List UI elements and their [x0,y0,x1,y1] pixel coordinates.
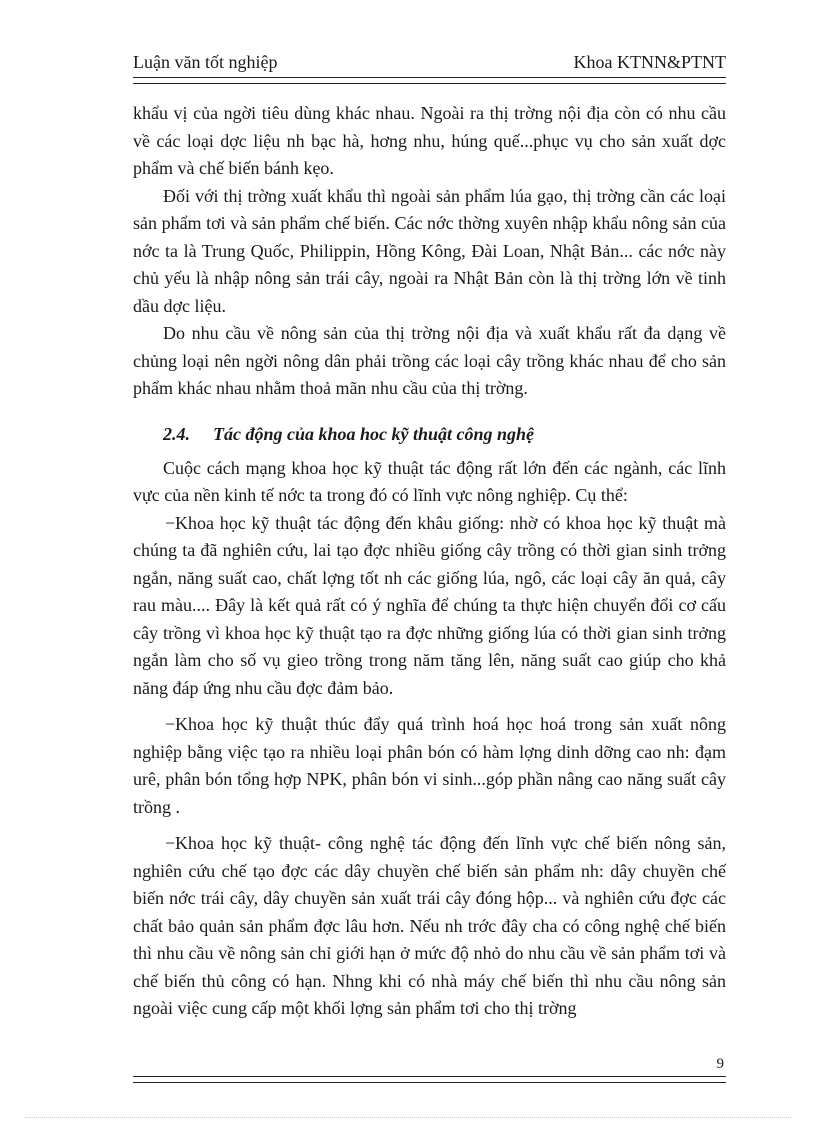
dash-marker: − [165,833,176,853]
bullet-item [133,830,726,1023]
header-thesis-label: Luận văn tốt nghiệp [133,52,278,72]
section-title: Tác động của khoa hoc kỹ thuật công nghệ [213,423,535,444]
dash-marker: − [165,512,176,533]
page-body [133,100,726,1023]
bullet-text: Khoa học kỹ thuật- công nghệ tác động đến lĩnh vực chế biến nông sản, nghiên cứu chế tạo đợc các dây chuyền chế biến sản phẩm nh: dây chuyền chế biến nớc trái cây, dây chuyền sản xuất trái cây đóng hộp... và nghiên cứu đợc các chất bảo quản sản phẩm đợc lâu hơn. Nếu nh trớc đây cha có công nghệ chế biến thì nhu cầu về nông sản chỉ giới hạn ở mức độ nhỏ do nhu cầu về sản phẩm tơi và chế biến thủ công có hạn. Nhng khi có nhà máy chế biến thì nhu cầu nông sản ngoài việc cung cấp một khối lợng sản phẩm tơi cho thị trờng [133,833,726,1018]
body-paragraph: Do nhu cầu về nông sản của thị trờng nội địa và xuất khẩu rất đa dạng về chủng loại nên ngời nông dân phải trồng các loại cây trồng khác nhau để cho sản phẩm khác nhau nhằm thoả mãn nhu cầu của thị trờng. [133,323,726,398]
intro-paragraph: Cuộc cách mạng khoa học kỹ thuật tác động rất lớn đến các ngành, các lĩnh vực của nền kinh tế nớc ta trong đó có lĩnh vực nông nghiệp. Cụ thể: [133,457,726,505]
body-paragraph: khẩu vị của ngời tiêu dùng khác nhau. Ngoài ra thị trờng nội địa còn có nhu cầu về các loại dợc liệu nh bạc hà, hơng nhu, húng quế...phục vụ cho sản xuất dợc phẩm và chế biến bánh kẹo. [133,103,726,178]
page-header [133,50,726,78]
dash-marker: − [165,714,176,734]
page-number: 9 [716,1056,724,1072]
bullet-item [133,711,726,821]
bullet-text: Khoa học kỹ thuật thúc đẩy quá trình hoá học hoá trong sản xuất nông nghiệp bằng việc tạo ra nhiều loại phân bón có hàm lợng dinh dỡng cao nh: đạm urê, phân bón tổng hợp NPK, phân bón vi sinh...góp phần nâng cao năng suất cây trồng . [133,714,726,817]
section-heading [133,421,726,447]
bullet-item [133,510,726,703]
header-faculty-label: Khoa KTNN&PTNT [573,52,726,72]
page-edge-dotted-line [25,1117,791,1118]
header-divider [133,77,726,84]
footer-divider [133,1076,726,1083]
section-number: 2.4. [163,423,190,444]
body-paragraph: Đối với thị trờng xuất khẩu thì ngoài sản phẩm lúa gạo, thị trờng cần các loại sản phẩm tơi và sản phẩm chế biến. Các nớc thờng xuyên nhập khẩu nông sản của nớc ta là Trung Quốc, Philippin, Hồng Kông, Đài Loan, Nhật Bản... các nớc này chủ yếu là nhập nông sản trái cây, ngoài ra Nhật Bản còn là thị trờng lớn về tinh dầu dợc liệu. [133,185,726,316]
bullet-text: Khoa học kỹ thuật tác động đến khâu giống: nhờ có khoa học kỹ thuật mà chúng ta đã nghiên cứu, lai tạo đợc nhiều giống cây trồng có thời gian sinh trởng ngắn, năng suất cao, chất lợng tốt nh các giống lúa, ngô, các loại cây ăn quả, cây rau màu.... Đây là kết quả rất có ý nghĩa để chúng ta thực hiện chuyển đổi cơ cấu cây trồng vì khoa học kỹ thuật tạo ra đợc những giống lúa có thời gian sinh trởng ngắn làm cho số vụ gieo trồng trong năm tăng lên, năng suất cao giúp cho khả năng đáp ứng nhu cầu đợc đảm bảo. [133,512,726,698]
